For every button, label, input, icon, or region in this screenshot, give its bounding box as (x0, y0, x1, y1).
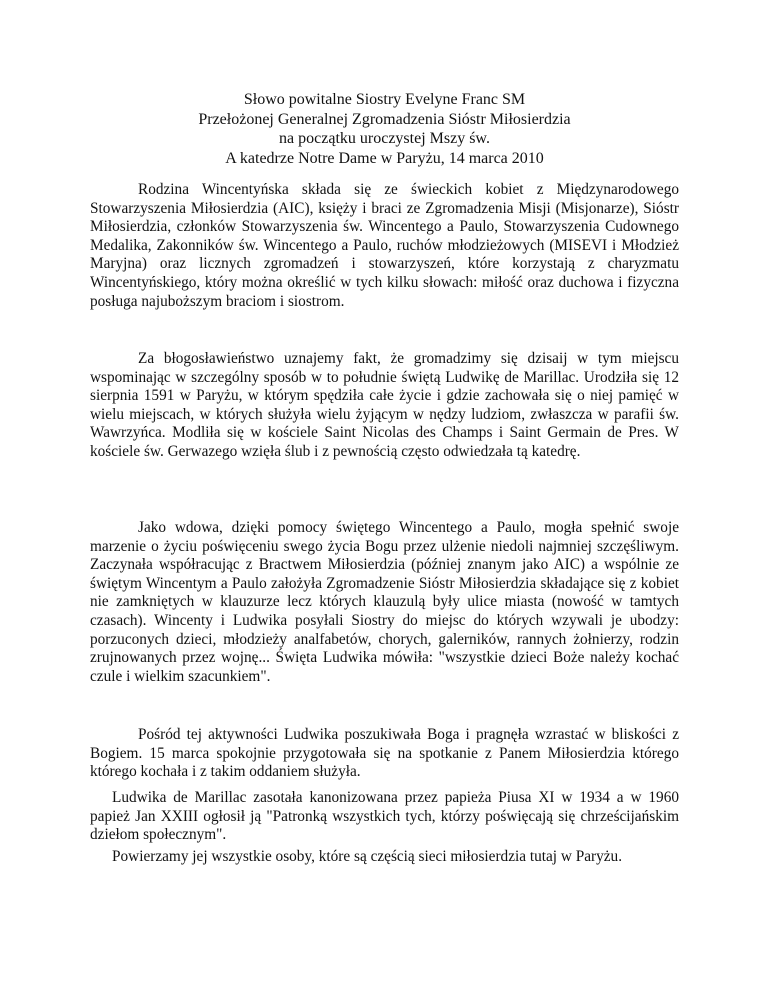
paragraph-4: Pośród tej aktywności Ludwika poszukiwała Boga i pragnęła wzrastać w bliskości z Bogiem. 15 marca spokojnie przygotowała się na spotkanie z Panem Miłosierdzia którego którego kochała i z takim oddaniem służyła. (90, 726, 679, 781)
heading-line-2: Przełożonej Generalnej Zgromadzenia Sióstr Miłosierdzia (198, 110, 571, 128)
paragraph-2: Za błogosławieństwo uznajemy fakt, że gromadzimy się dzisaij w tym miejscu wspominając w szczególny sposób w to południe świętą Ludwikę de Marillac. Urodziła się 12 sierpnia 1591 w Paryżu, w którym spędziła całe życie i gdzie zachowała się o niej pamięć w wielu miejscach, w których służyła wielu żyjącym w nędzy ludziom, zwłaszcza w parafii św. Wawrzyńca. Modliła się w kościele Saint Nicolas des Champs i Saint Germain de Pres. W kościele św. Gerwazego wzięła ślub i z pewnością często odwiedzała tą katedrę. (90, 350, 679, 460)
paragraph-1: Rodzina Wincentyńska składa się ze świeckich kobiet z Międzynarodowego Stowarzyszenia Miłosierdzia (AIC), księży i braci ze Zgromadzenia Misji (Misjonarze), Sióstr Miłosierdzia, członków Stowarzyszenia św. Wincentego a Paulo, Stowarzyszenia Cudownego Medalika, Zakonników św. Wincentego a Paulo, ruchów młodzieżowych (MISEVI i Młodzież Maryjna) oraz licznych zgromadzeń i stowarzyszeń, które korzystają z charyzmatu Wincentyńskiego, który można określić w tych kilku słowach: miłość oraz duchowa i fizyczna posługa najuboższym braciom i siostrom. (90, 181, 679, 310)
document-heading (90, 90, 679, 168)
paragraph-6: Powierzamy jej wszystkie osoby, które są częścią sieci miłosierdzia tutaj w Paryżu. (112, 848, 623, 865)
heading-line-3: na początku uroczystej Mszy św. (279, 130, 490, 147)
heading-line-1: Słowo powitalne Siostry Evelyne Franc SM (243, 91, 526, 108)
heading-line-4: A katedrze Notre Dame w Paryżu, 14 marca 2010 (225, 149, 544, 167)
paragraph-3: Jako wdowa, dzięki pomocy świętego Wincentego a Paulo, mogła spełnić swoje marzenie o życiu poświęceniu swego życia Bogu przez ulżenie niedoli najmniej szczęśliwym. Zaczynała współracując z Bractwem Miłosierdzia (później znanym jako AIC) a wspólnie ze świętym Wincentym a Paulo założyła Zgromadzenie Sióstr Miłosierdzia składające się z kobiet nie zamkniętych w klauzurze lecz których klauzulą były ulice miasta (nowość w tamtych czasach). Wincenty i Ludwika posyłali Siostry do miejsc do których wzywali je ubodzy: porzuconych dzieci, młodzieży analfabetów, chorych, galerników, rannych żołnierzy, rodzin zrujnowanych przez wojnę... Święta Ludwika mówiła: "wszystkie dzieci Boże należy kochać czule i wielkim szacunkiem". (90, 519, 679, 685)
paragraph-5: Ludwika de Marillac zasotała kanonizowana przez papieża Piusa XI w 1934 a w 1960 papież Jan XXIII ogłosił ją "Patronką wszystkich tych, którzy poświęcają się chrześcijańskim dziełom społecznym". (90, 789, 679, 844)
